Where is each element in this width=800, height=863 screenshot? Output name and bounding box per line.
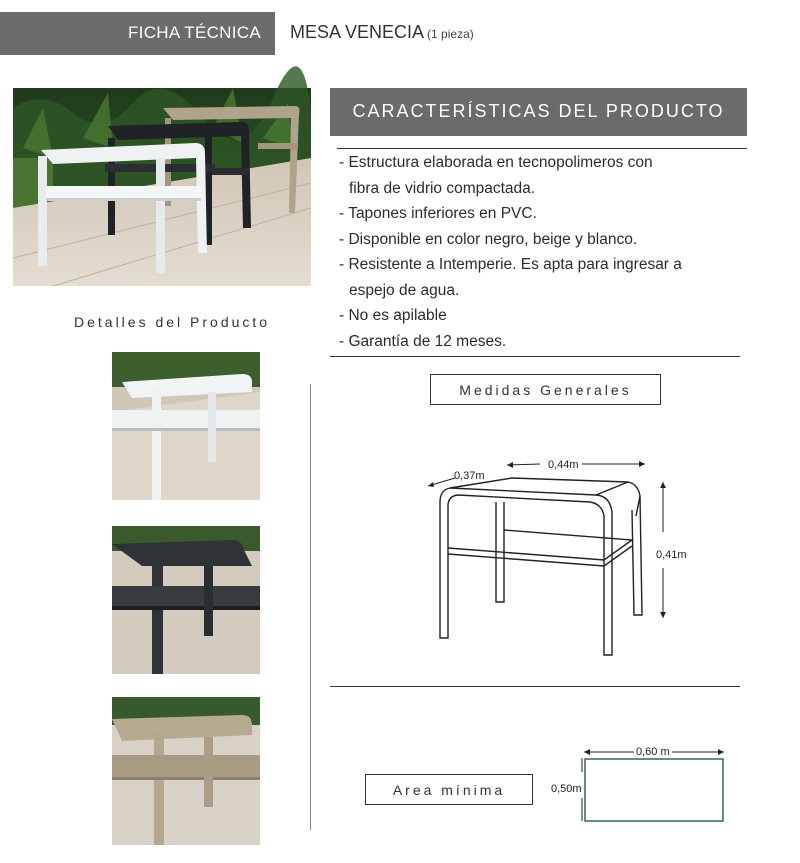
min-area-title: Area mínima (392, 782, 506, 798)
feature-line: - Resistente a Intemperie. Es apta para ingresar a (339, 256, 682, 273)
divider (330, 356, 740, 357)
product-pieces: (1 pieza) (427, 27, 474, 41)
detail-photo-black (112, 526, 260, 674)
measures-title-box (430, 374, 661, 405)
product-name: MESA VENECIA (290, 22, 425, 42)
main-product-photo (13, 88, 311, 286)
min-area-title-box (365, 774, 533, 805)
feature-line: fibra de vidrio compactada. (349, 179, 536, 197)
width-label: 0,44m (548, 459, 579, 471)
divider (337, 148, 747, 149)
feature-line: - Estructura elaborada en tecnopolimeros con (339, 154, 653, 171)
min-area-width-label: 0,60 m (636, 746, 670, 758)
depth-label: 0,37m (454, 470, 485, 482)
vertical-divider (310, 384, 311, 830)
feature-line: - Disponible en color negro, beige y blanco. (339, 230, 638, 248)
table-dimension-drawing (420, 450, 687, 665)
characteristics-title: CARACTERÍSTICAS DEL PRODUCTO (352, 101, 725, 121)
min-area-drawing (548, 742, 733, 827)
detail-photo-beige (112, 697, 260, 845)
feature-line: - Garantía de 12 meses. (339, 332, 507, 350)
header-label: FICHA TÉCNICA (128, 23, 261, 42)
divider (330, 686, 740, 687)
feature-line: espejo de agua. (349, 281, 460, 299)
measures-title: Medidas Generales (459, 382, 632, 398)
feature-line: - Tapones inferiores en PVC. (339, 205, 537, 222)
details-title: Detalles del Producto (74, 314, 271, 330)
feature-line: - No es apilable (339, 307, 447, 324)
product-title (290, 22, 474, 43)
detail-photo-white (112, 352, 260, 500)
min-area-rect (585, 759, 723, 821)
min-area-depth-label: 0,50m (551, 783, 582, 795)
feature-list (339, 150, 749, 354)
height-label: 0,41m (656, 549, 687, 561)
header-label-box (0, 12, 275, 55)
characteristics-header (330, 88, 747, 136)
